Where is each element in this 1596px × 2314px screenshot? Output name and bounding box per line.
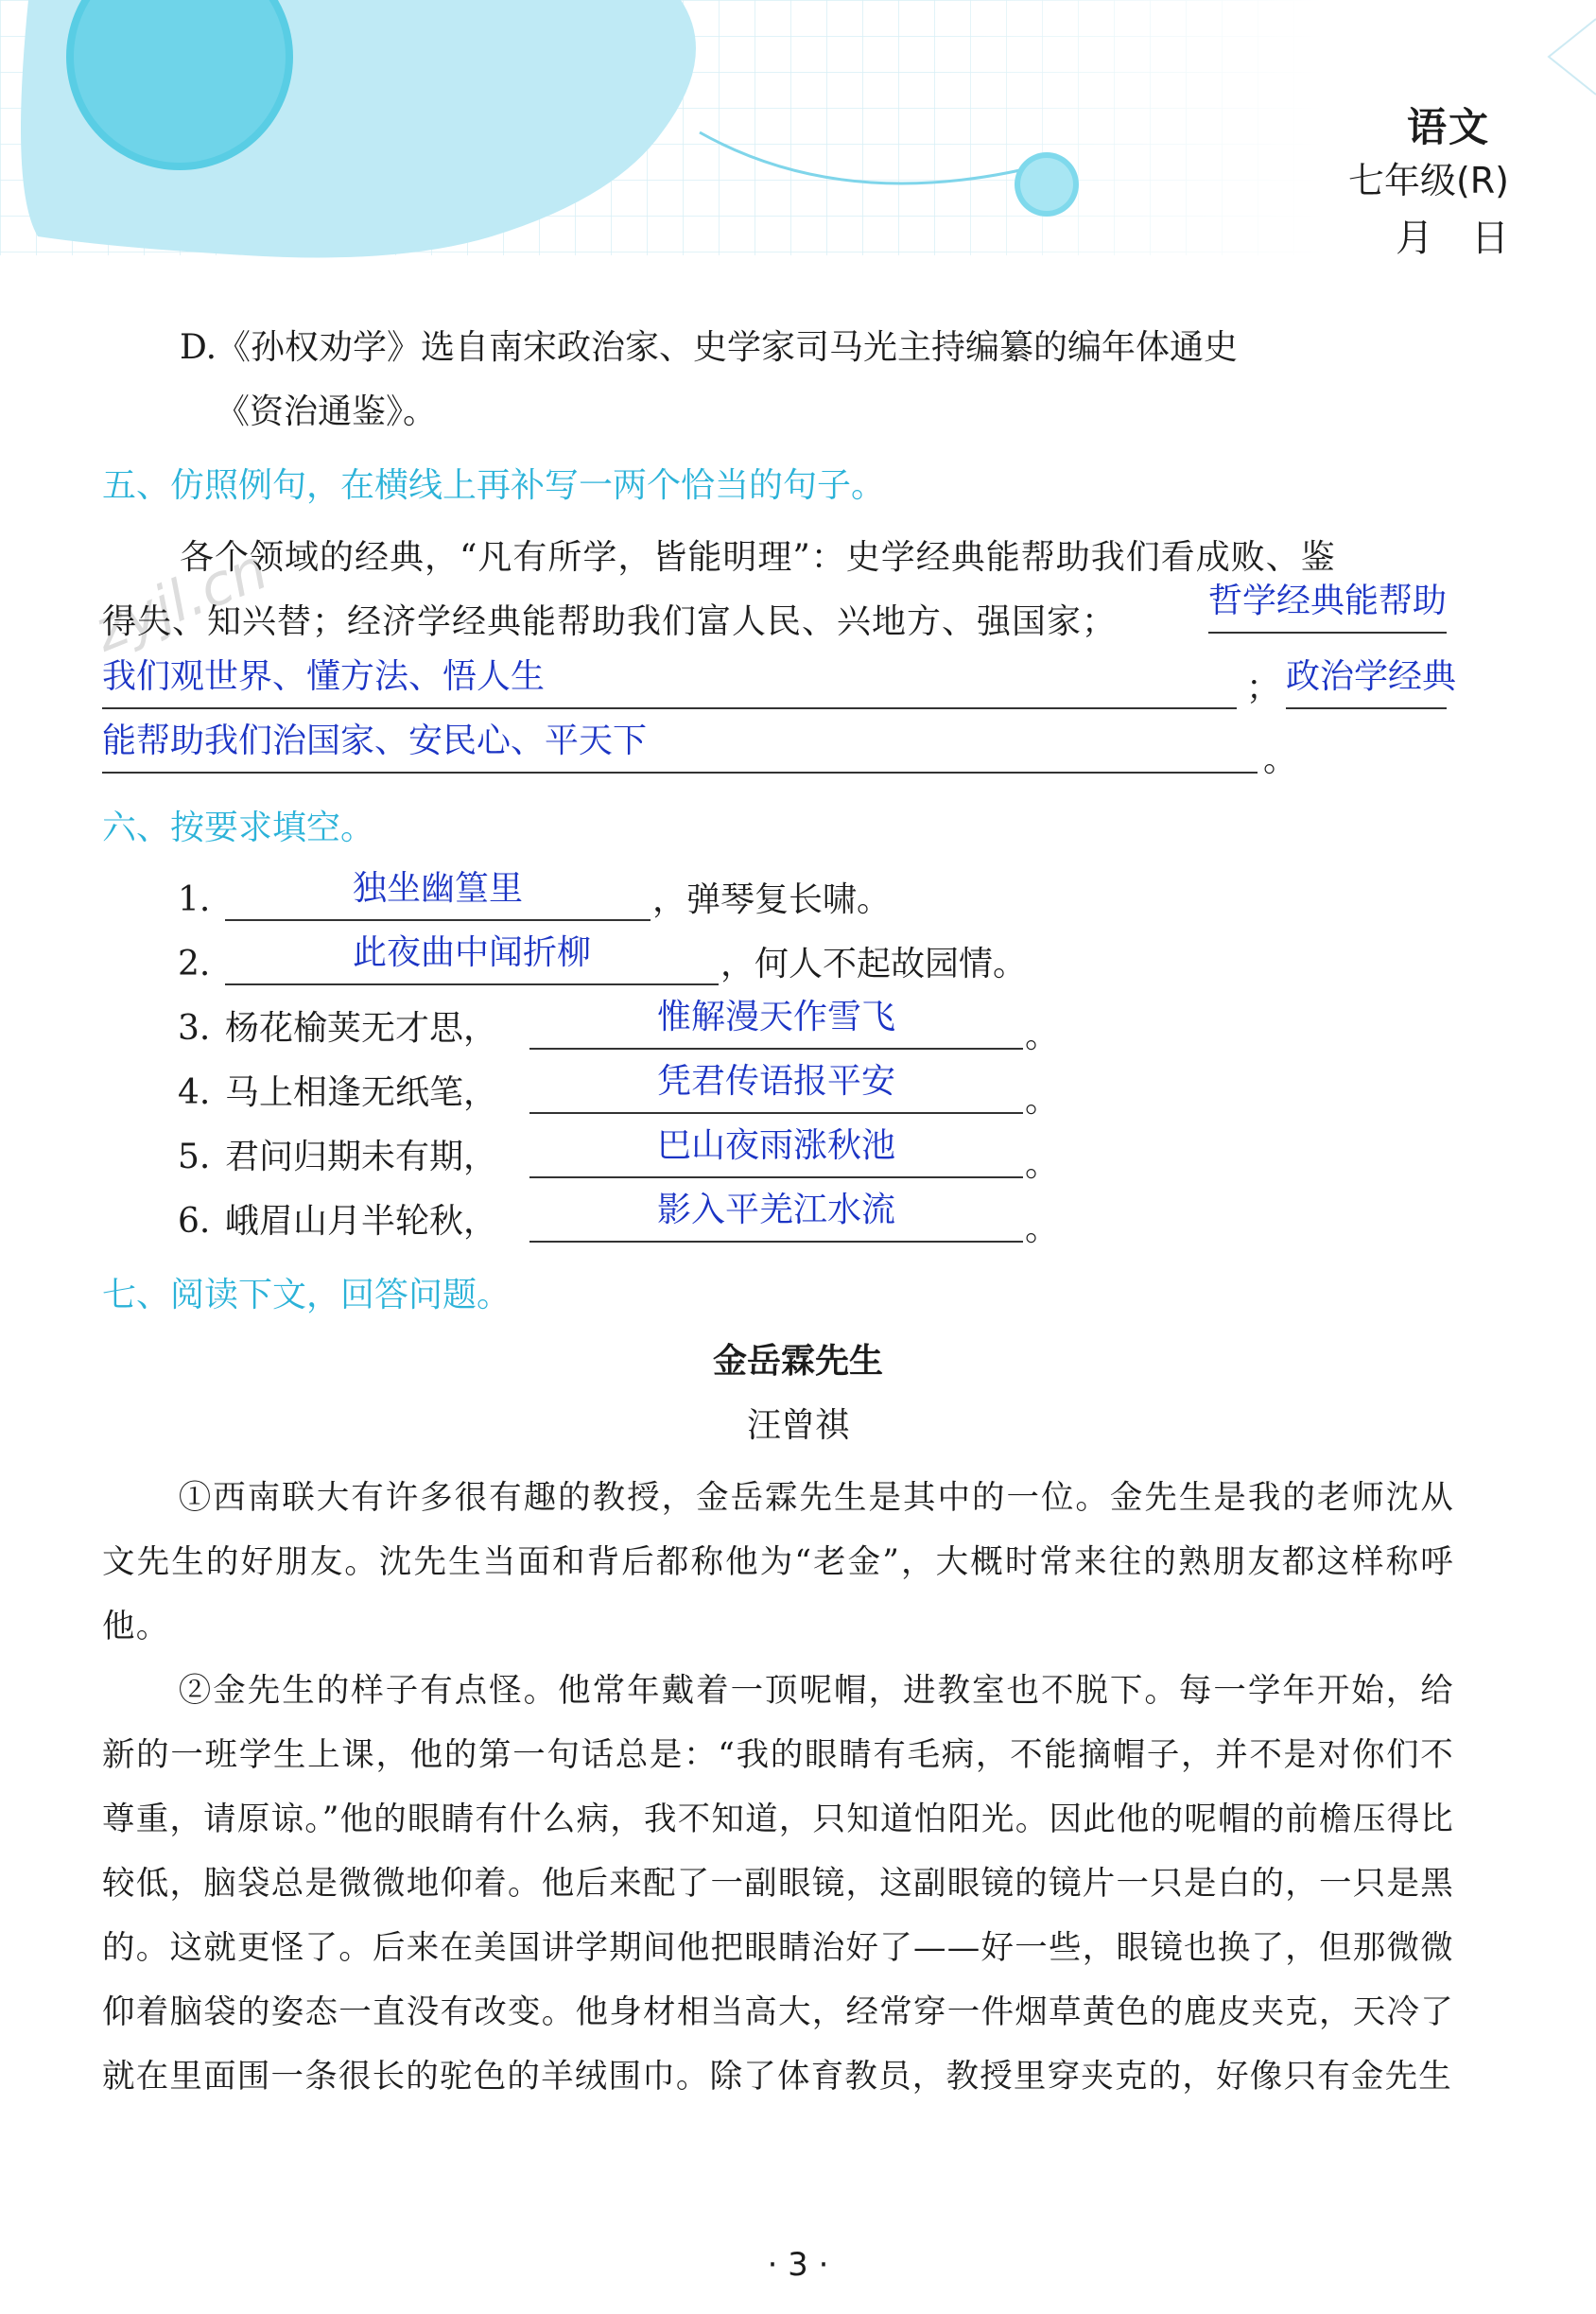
section5-prompt-line2: 得失、知兴替；经济学经典能帮助我们富人民、兴地方、强国家； [102,602,1118,641]
item3-blank[interactable] [529,998,1023,1050]
answer-text: 哲学经典能帮助 [1208,582,1448,620]
answer-text: 凭君传语报平安 [656,1062,895,1101]
item6-blank[interactable] [529,1191,1023,1243]
section7-heading: 七、阅读下文，回答问题。 [102,1276,512,1314]
item2-num: 2. [178,945,211,983]
item3-num: 3. [178,1009,211,1048]
answer-text: 惟解漫天作雪飞 [656,998,895,1036]
answer-text: 此夜曲中闻折柳 [352,933,591,972]
grade-label: 七年级(R) [1347,160,1509,201]
item1-blank[interactable] [225,869,651,921]
page-number: · 3 · [767,2246,829,2284]
item3-before: 杨花榆荚无才思， [225,1009,498,1048]
item1-after: ，弹琴复长啸。 [652,880,892,919]
item5-num: 5. [178,1138,211,1176]
item4-after: 。 [1025,1081,1060,1120]
item4-blank[interactable] [529,1062,1023,1114]
answer-text: 政治学经典 [1286,657,1457,696]
article-author: 汪曾祺 [746,1406,849,1445]
option-d-line1: D.《孙权劝学》选自南宋政治家、史学家司马光主持编纂的编年体通史 [180,328,1239,367]
item5-before: 君问归期未有期， [225,1138,498,1176]
item5-after: 。 [1025,1145,1060,1184]
article-title: 金岳霖先生 [712,1342,883,1381]
item5-blank[interactable] [529,1126,1023,1178]
section5-answer2-part2[interactable] [102,722,1258,774]
section5-end: 。 [1263,740,1298,779]
answer-text: 独坐幽篁里 [352,869,523,908]
item2-blank[interactable] [225,933,719,985]
item4-num: 4. [178,1073,211,1112]
article-paragraph-1: ①西南联大有许多很有趣的教授，金岳霖先生是其中的一位。金先生是我的老师沈从文先生的好朋友。沈先生当面和背后都称他为“老金”，大概时常来往的熟朋友都这样称呼他。 [102,1479,1454,1645]
item6-before: 峨眉山月半轮秋， [225,1202,498,1241]
item2-after: ，何人不起故园情。 [720,945,1028,983]
item1-num: 1. [178,880,211,919]
section6-heading: 六、按要求填空。 [102,809,375,847]
subject-label: 语文 [1406,104,1490,150]
article-paragraph-2: ②金先生的样子有点怪。他常年戴着一顶呢帽，进教室也不脱下。每一学年开始，给新的一班学生上课，他的第一句话总是：“我的眼睛有毛病，不能摘帽子，并不是对你们不尊重，请原谅。”他的眼睛有什么病，我不知道，只知道怕阳光。因此他的呢帽的前檐压得比较低，脑袋总是微微地仰着。他后来配了一副眼镜，这副眼镜的镜片一只是白的，一只是黑的。这就更怪了。后来在美国讲学期间他把眼睛治好了——好一些，眼镜也换了，但那微微仰着脑袋的姿态一直没有改变。他身材相当高大，经常穿一件烟草黄色的鹿皮夹克，天冷了就在里面围一条很长的驼色的羊绒围巾。除了体育教员，教授里穿夹克的，好像只有金先生 [102,1672,1454,2096]
item4-before: 马上相逢无纸笔， [225,1073,498,1112]
item3-after: 。 [1025,1017,1060,1055]
section5-answer1-part2[interactable] [102,657,1237,709]
answer-text: 巴山夜雨涨秋池 [656,1126,895,1165]
item6-after: 。 [1025,1209,1060,1248]
item6-num: 6. [178,1202,211,1241]
answer-text: 影入平羌江水流 [656,1191,895,1229]
date-field: 月 日 [1396,217,1509,260]
section5-answer2-part1[interactable] [1286,657,1457,709]
section5-answer1-part1[interactable] [1208,582,1448,634]
answer-text: 能帮助我们治国家、安民心、平天下 [102,722,648,760]
section5-prompt-line1: 各个领域的经典，“凡有所学，皆能明理”：史学经典能帮助我们看成败、鉴 [180,538,1336,577]
option-d-line2: 《资治通鉴》。 [216,392,438,431]
section5-heading: 五、仿照例句，在横线上再补写一两个恰当的句子。 [102,466,886,505]
section5-separator: ； [1246,669,1281,707]
watermark: zyjl.cn [84,535,277,666]
answer-text: 我们观世界、懂方法、悟人生 [102,657,546,696]
